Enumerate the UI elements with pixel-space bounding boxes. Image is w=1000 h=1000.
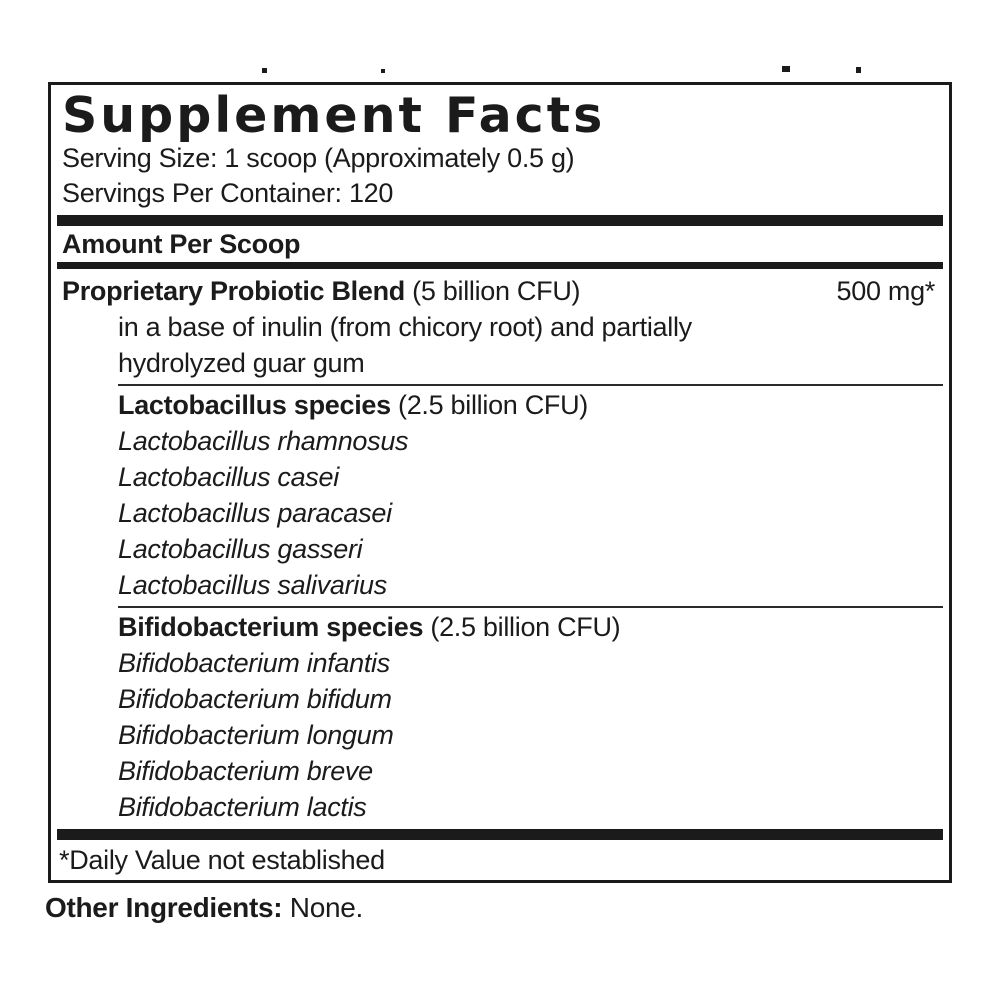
divider-thick-top: [57, 215, 943, 226]
group-name: Bifidobacterium species: [118, 612, 424, 642]
group-name: Lactobacillus species: [118, 390, 391, 420]
other-ingredients-value: None.: [282, 892, 363, 923]
species-item: Bifidobacterium infantis: [118, 648, 390, 678]
proprietary-blend-row: [62, 273, 935, 309]
species-item: Bifidobacterium lactis: [118, 792, 367, 822]
other-ingredients-label: Other Ingredients:: [45, 892, 283, 923]
species-item: Lactobacillus rhamnosus: [118, 426, 409, 456]
lactobacillus-species-header: [118, 387, 943, 423]
species-item: Bifidobacterium longum: [118, 720, 394, 750]
blend-base-line-1: in a base of inulin (from chicory root) and partially: [118, 312, 692, 342]
print-artifact-mark: [856, 67, 861, 73]
print-artifact-mark: [381, 69, 385, 73]
blend-base-line-2: hydrolyzed guar gum: [118, 348, 365, 378]
amount-per-scoop-header: Amount Per Scoop: [62, 229, 301, 259]
print-artifact-mark: [262, 68, 267, 73]
servings-per-container-line: Servings Per Container: 120: [62, 178, 394, 208]
print-artifact-mark: [782, 66, 790, 72]
species-item: Lactobacillus paracasei: [118, 498, 392, 528]
blend-name-and-cfu: [62, 273, 580, 309]
bifidobacterium-species-header: [118, 609, 943, 645]
other-ingredients-line: [45, 892, 363, 924]
species-item: Bifidobacterium breve: [118, 756, 373, 786]
serving-size-line: Serving Size: 1 scoop (Approximately 0.5 g): [62, 143, 575, 173]
panel-title: Supplement Facts: [62, 87, 606, 144]
blend-name: Proprietary Probiotic Blend: [62, 276, 405, 306]
group-divider: [118, 384, 943, 386]
species-item: Lactobacillus casei: [118, 462, 339, 492]
species-item: Lactobacillus salivarius: [118, 570, 387, 600]
group-cfu: (2.5 billion CFU): [390, 390, 588, 420]
species-item: Lactobacillus gasseri: [118, 534, 363, 564]
daily-value-footnote: *Daily Value not established: [59, 845, 385, 875]
group-divider: [118, 606, 943, 608]
supplement-facts-panel: [48, 82, 952, 883]
group-cfu: (2.5 billion CFU): [423, 612, 621, 642]
species-item: Bifidobacterium bifidum: [118, 684, 392, 714]
divider-medium: [57, 262, 943, 269]
divider-thick-bottom: [57, 829, 943, 840]
blend-amount: 500 mg*: [836, 276, 935, 306]
blend-cfu: (5 billion CFU): [404, 276, 581, 306]
